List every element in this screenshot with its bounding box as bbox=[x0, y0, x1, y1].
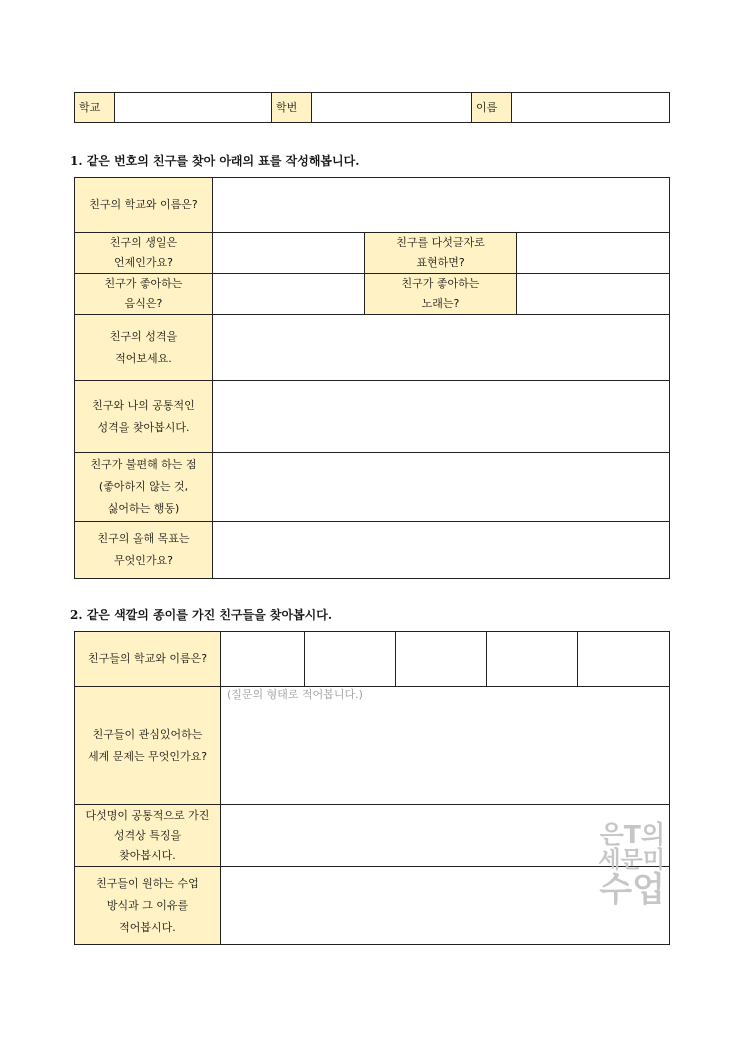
question-food bbox=[75, 274, 213, 315]
answer-world-issue[interactable] bbox=[221, 687, 670, 805]
question-class-style-line1: 친구들이 원하는 수업 bbox=[96, 876, 199, 890]
answer-friend-4[interactable] bbox=[487, 632, 578, 687]
answer-school-name[interactable] bbox=[213, 178, 670, 233]
question-birthday-line2: 언제인가요? bbox=[114, 256, 173, 269]
section2-heading: 2. 같은 색깔의 종이를 가진 친구들을 찾아봅시다. bbox=[70, 608, 333, 622]
watermark-logo bbox=[593, 820, 665, 910]
name-label: 이름 bbox=[472, 93, 512, 123]
question-birthday bbox=[75, 233, 213, 274]
question-food-line1: 친구가 좋아하는 bbox=[104, 277, 183, 290]
question-song bbox=[365, 274, 517, 315]
watermark-line2: 세문미 bbox=[598, 847, 665, 873]
section1-heading: 1. 같은 번호의 친구를 찾아 아래의 표를 작성해봅니다. bbox=[70, 154, 360, 168]
answer-song[interactable] bbox=[517, 274, 670, 315]
answer-birthday[interactable] bbox=[213, 233, 365, 274]
student-no-field[interactable] bbox=[312, 93, 472, 123]
answer-friend-5[interactable] bbox=[578, 632, 670, 687]
world-issue-hint: (질문의 형태로 적어봅니다.) bbox=[227, 688, 363, 701]
question-goal-line1: 친구의 올해 목표는 bbox=[97, 532, 190, 545]
school-label: 학교 bbox=[75, 93, 115, 123]
answer-goal[interactable] bbox=[213, 522, 670, 579]
question-uncomfortable-line1: 친구가 불편해 하는 점 bbox=[90, 458, 197, 471]
question-common-line2: 성격을 찾아봅시다. bbox=[97, 420, 190, 434]
question-five-common-line1: 다섯명이 공통적으로 가진 bbox=[85, 808, 210, 822]
group-info-table bbox=[74, 631, 670, 945]
question-world-issue-line1: 친구들이 관심있어하는 bbox=[92, 727, 203, 741]
question-goal-line2: 무엇인가요? bbox=[114, 554, 173, 567]
student-no-label: 학번 bbox=[272, 93, 312, 123]
student-info-table bbox=[74, 92, 670, 123]
question-world-issue-line2: 세계 문제는 무엇인가요? bbox=[87, 749, 208, 763]
answer-friend-1[interactable] bbox=[221, 632, 305, 687]
watermark-line1: 은T의 bbox=[599, 820, 665, 849]
question-school-names: 친구들의 학교와 이름은? bbox=[75, 632, 221, 687]
question-uncomfortable-line2: (좋아하지 않는 것, bbox=[98, 480, 189, 493]
answer-five-letters[interactable] bbox=[517, 233, 670, 274]
question-common-line1: 친구와 나의 공통적인 bbox=[92, 398, 195, 412]
school-field[interactable] bbox=[115, 93, 272, 123]
question-song-line2: 노래는? bbox=[421, 297, 460, 310]
question-personality-line2: 적어보세요. bbox=[115, 351, 172, 365]
answer-friend-2[interactable] bbox=[305, 632, 396, 687]
answer-food[interactable] bbox=[213, 274, 365, 315]
question-goal bbox=[75, 522, 213, 579]
question-world-issue bbox=[75, 687, 221, 805]
question-five-letters-line2: 표현하면? bbox=[416, 256, 465, 269]
question-food-line2: 음식은? bbox=[124, 297, 163, 310]
question-five-letters-line1: 친구를 다섯글자로 bbox=[396, 236, 485, 249]
question-five-common-line2: 성격상 특징을 bbox=[113, 828, 182, 842]
question-personality-line1: 친구의 성격을 bbox=[109, 329, 178, 343]
question-song-line1: 친구가 좋아하는 bbox=[401, 277, 480, 290]
question-birthday-line1: 친구의 생일은 bbox=[109, 236, 178, 249]
answer-uncomfortable[interactable] bbox=[213, 453, 670, 522]
question-uncomfortable bbox=[75, 453, 213, 522]
question-personality bbox=[75, 315, 213, 381]
answer-personality[interactable] bbox=[213, 315, 670, 381]
question-class-style-line2: 방식과 그 이유를 bbox=[106, 898, 189, 912]
answer-common[interactable] bbox=[213, 381, 670, 453]
question-uncomfortable-line3: 싫어하는 행동) bbox=[107, 502, 180, 515]
question-five-letters bbox=[365, 233, 517, 274]
question-school-name: 친구의 학교와 이름은? bbox=[75, 178, 213, 233]
question-five-common-line3: 찾아봅시다. bbox=[119, 848, 176, 862]
watermark-line3: 수업 bbox=[599, 870, 665, 910]
friend-info-table bbox=[74, 177, 670, 579]
question-five-common bbox=[75, 805, 221, 867]
name-field[interactable] bbox=[512, 93, 670, 123]
question-class-style bbox=[75, 867, 221, 945]
question-class-style-line3: 적어봅시다. bbox=[119, 920, 176, 934]
question-common bbox=[75, 381, 213, 453]
answer-friend-3[interactable] bbox=[396, 632, 487, 687]
